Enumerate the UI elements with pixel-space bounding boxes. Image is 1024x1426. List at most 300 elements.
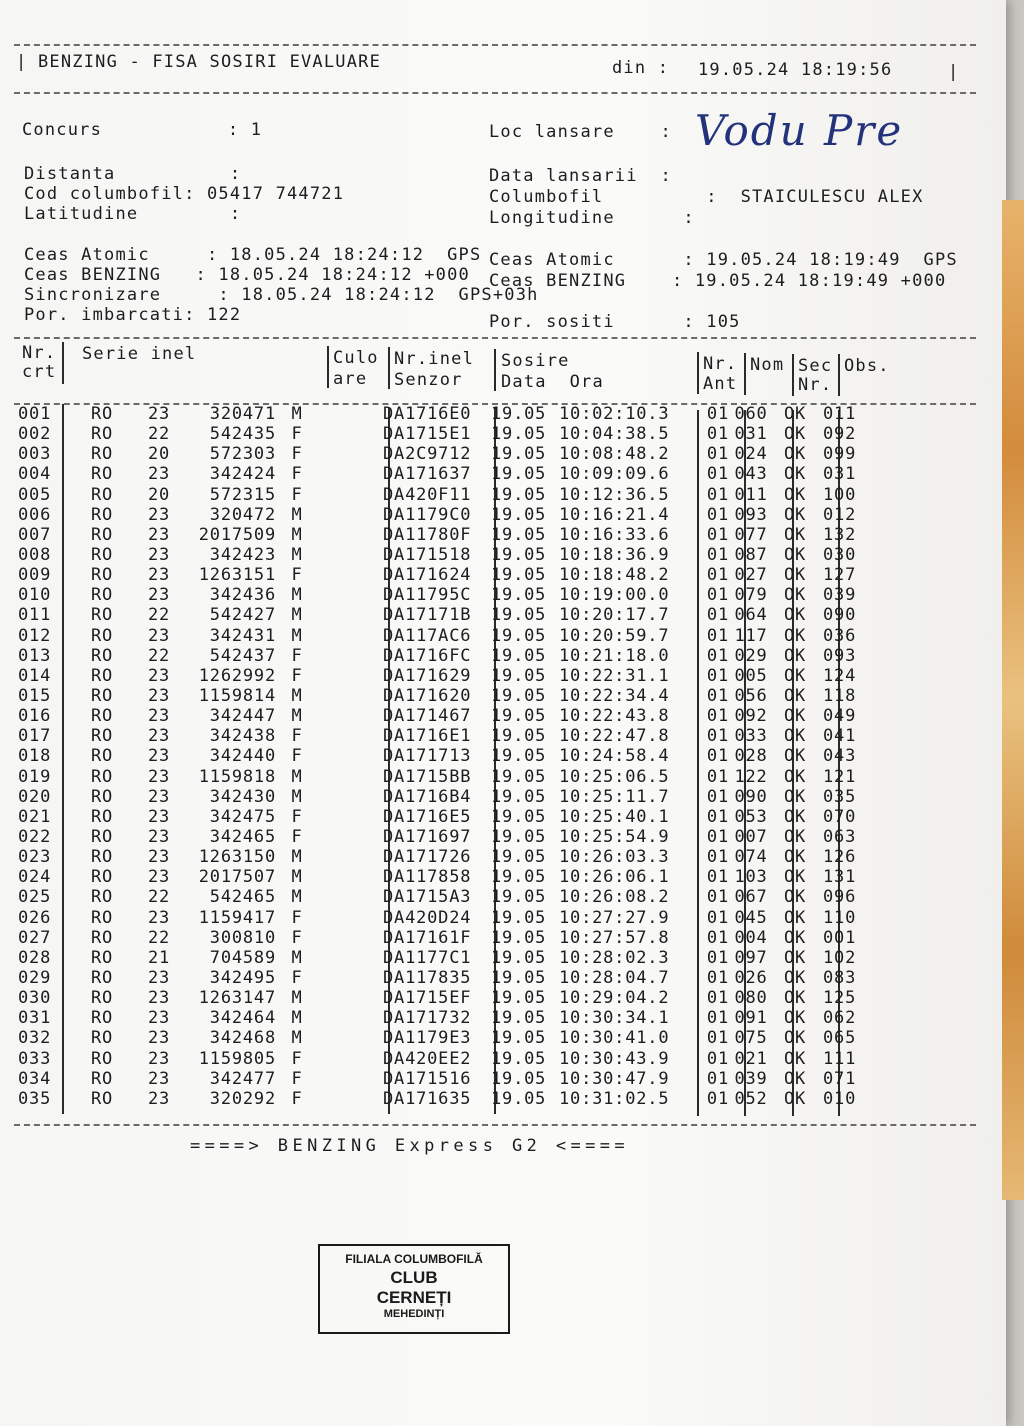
pigeon-sex: F [291,827,303,848]
ring-country: RO [90,1048,114,1069]
pigeon-color [318,485,383,505]
ring-number: 342438 [209,726,276,747]
antenna-number: 01 [706,565,729,586]
ring-year: 20 [147,484,171,505]
ring-number: 342436 [209,585,276,606]
arrival-time: 10:22:47.8 [559,726,670,747]
ring-country: RO [90,726,114,747]
sensor-id: DA2C9712 [383,444,472,465]
observation: 049 [823,706,857,727]
arrival-time: 10:27:27.9 [559,907,670,928]
ring-year: 22 [147,645,171,666]
row-number: 034 [18,1068,52,1089]
observation: 041 [823,726,857,747]
observation: 100 [823,484,857,505]
ring-country: RO [90,1068,114,1089]
ring-year: 23 [147,867,171,888]
por-sositi-line: Por. sositi : 105 [489,312,741,332]
ring-number: 2017507 [198,867,276,888]
observation: 011 [823,404,857,425]
security-status: OK [783,706,807,727]
row-number: 035 [18,1088,52,1109]
pigeon-color [318,605,383,625]
pigeon-color [318,867,383,887]
row-number: 022 [18,827,52,848]
row-number: 014 [18,665,52,686]
observation: 110 [823,907,857,928]
row-number: 033 [18,1048,52,1069]
security-status: OK [783,947,807,968]
pigeon-sex: F [291,484,303,505]
row-number: 006 [18,504,52,525]
header-bar-right: | [948,62,960,82]
pigeon-sex: F [291,424,303,445]
security-status: OK [783,988,807,1009]
row-number: 013 [18,645,52,666]
arrival-time: 10:22:34.4 [559,686,670,707]
ring-number: 1159805 [198,1048,276,1069]
ring-year: 23 [147,404,171,425]
ring-country: RO [90,968,114,988]
antenna-number: 01 [706,806,729,827]
security-status: OK [783,786,807,807]
arrival-time: 10:30:34.1 [559,1008,670,1029]
ring-number: 542437 [209,645,276,666]
pigeon-sex: F [291,665,303,686]
sensor-id: DA171624 [383,565,472,586]
ring-number: 2017509 [198,524,276,545]
pigeon-color [318,404,383,424]
antenna-number: 01 [706,524,729,545]
ring-country: RO [90,1028,114,1049]
ring-country: RO [90,988,114,1009]
pigeon-color [318,827,383,847]
nomination-number: 033 [734,726,768,747]
sensor-id: DA1715EF [383,988,472,1009]
sensor-id: DA171516 [383,1068,472,1089]
observation: 118 [823,686,857,707]
arrival-date: 19.05 [491,806,547,827]
arrival-time: 10:30:43.9 [559,1048,670,1069]
nomination-number: 007 [734,827,768,848]
pigeon-sex: M [291,847,303,868]
nomination-number: 075 [734,1028,768,1049]
pigeon-color [318,787,383,807]
arrival-date: 19.05 [491,1088,547,1109]
antenna-number: 01 [706,1008,729,1029]
security-status: OK [783,585,807,606]
arrival-time: 10:20:17.7 [559,605,670,626]
ring-country: RO [90,585,114,606]
antenna-number: 01 [706,746,729,767]
security-status: OK [783,484,807,505]
ring-number: 342440 [209,746,276,767]
observation: 111 [823,1048,857,1069]
col-obs: Obs. [844,356,890,376]
ring-year: 23 [147,686,171,707]
arrival-time: 10:22:31.1 [559,665,670,686]
pigeon-sex: M [291,585,303,606]
pigeon-sex: M [291,545,303,566]
antenna-number: 01 [706,1028,729,1049]
ring-number: 300810 [209,927,276,948]
arrival-time: 10:26:06.1 [559,867,670,888]
ring-number: 342477 [209,1068,276,1089]
observation: 127 [823,565,857,586]
sensor-id: DA17161F [383,927,472,948]
security-status: OK [783,404,807,425]
arrival-date: 19.05 [491,504,547,525]
nomination-number: 026 [734,968,768,988]
row-number: 025 [18,887,52,908]
antenna-number: 01 [706,1048,729,1069]
sensor-id: DA171637 [383,464,472,485]
arrival-time: 10:16:33.6 [559,524,670,545]
observation: 125 [823,988,857,1009]
arrival-time: 10:26:08.2 [559,887,670,908]
sensor-id: DA171726 [383,847,472,868]
ring-year: 23 [147,1048,171,1069]
antenna-number: 01 [706,545,729,566]
observation: 043 [823,746,857,767]
arrival-time: 10:16:21.4 [559,504,670,525]
security-status: OK [783,867,807,888]
observation: 090 [823,605,857,626]
ring-year: 23 [147,665,171,686]
security-status: OK [783,1008,807,1029]
nomination-number: 029 [734,645,768,666]
arrival-date: 19.05 [491,786,547,807]
arrival-date: 19.05 [491,645,547,666]
security-status: OK [783,927,807,948]
sensor-id: DA117858 [383,867,472,888]
ring-number: 342430 [209,786,276,807]
nomination-number: 004 [734,927,768,948]
ceas-benzing-start: Ceas BENZING : 18.05.24 18:24:12 +000 [24,265,470,285]
security-status: OK [783,444,807,465]
observation: 096 [823,887,857,908]
antenna-number: 01 [706,786,729,807]
row-number: 007 [18,524,52,545]
pigeon-sex: M [291,686,303,707]
ring-year: 23 [147,726,171,747]
ring-country: RO [90,605,114,626]
arrival-time: 10:28:02.3 [559,947,670,968]
data-lansarii-line: Data lansarii : [489,166,672,186]
ring-number: 1159417 [198,907,276,928]
ring-year: 21 [147,947,171,968]
antenna-number: 01 [706,665,729,686]
ring-country: RO [90,806,114,827]
ring-year: 23 [147,1088,171,1109]
arrival-time: 10:04:38.5 [559,424,670,445]
column-divider [388,347,390,389]
antenna-number: 01 [706,1068,729,1089]
column-divider [697,352,699,394]
pigeon-color [318,565,383,585]
column-divider [327,346,329,388]
observation: 132 [823,524,857,545]
sensor-id: DA171697 [383,827,472,848]
latitudine-line: Latitudine : [24,204,242,224]
nomination-number: 011 [734,484,768,505]
nomination-number: 074 [734,847,768,868]
arrival-date: 19.05 [491,686,547,707]
ring-number: 1263150 [198,847,276,868]
ring-country: RO [90,947,114,968]
ring-year: 23 [147,988,171,1009]
nomination-number: 103 [734,867,768,888]
security-status: OK [783,806,807,827]
sensor-id: DA1715A3 [383,887,472,908]
table-row [18,545,869,565]
table-row [18,1049,869,1069]
pigeon-color [318,1049,383,1069]
security-status: OK [783,887,807,908]
ring-year: 23 [147,504,171,525]
row-number: 018 [18,746,52,767]
arrival-time: 10:08:48.2 [559,444,670,465]
arrival-date: 19.05 [491,524,547,545]
ceas-atomic-end: Ceas Atomic : 19.05.24 18:19:49 GPS [489,250,958,270]
security-status: OK [783,504,807,525]
sensor-id: DA1179E3 [383,1028,472,1049]
sensor-id: DA171518 [383,545,472,566]
ring-number: 1262992 [198,665,276,686]
nomination-number: 043 [734,464,768,485]
row-number: 003 [18,444,52,465]
ring-number: 342423 [209,545,276,566]
row-number: 020 [18,786,52,807]
ring-country: RO [90,484,114,505]
antenna-number: 01 [706,504,729,525]
antenna-number: 01 [706,645,729,666]
ring-country: RO [90,1008,114,1029]
arrivals-table [18,404,869,1109]
antenna-number: 01 [706,947,729,968]
column-divider [62,342,64,384]
date-label: din : [612,58,670,78]
pigeon-sex: F [291,1088,303,1109]
sensor-id: DA420F11 [383,484,472,505]
col-nr-ant: Nr. [703,354,738,374]
pigeon-color [318,706,383,726]
pigeon-sex: F [291,565,303,586]
table-row [18,464,869,484]
ring-number: 572303 [209,444,276,465]
security-status: OK [783,424,807,445]
nomination-number: 093 [734,504,768,525]
ring-country: RO [90,1088,114,1109]
table-row [18,424,869,444]
nomination-number: 091 [734,1008,768,1029]
ring-country: RO [90,504,114,525]
antenna-number: 01 [706,968,729,988]
antenna-number: 01 [706,706,729,727]
table-row [18,1089,869,1109]
ring-country: RO [90,887,114,908]
table-row [18,787,869,807]
sensor-id: DA1179C0 [383,504,472,525]
arrival-date: 19.05 [491,867,547,888]
ring-number: 320292 [209,1088,276,1109]
table-row [18,525,869,545]
ring-country: RO [90,524,114,545]
table-row [18,827,869,847]
pigeon-sex: M [291,1028,303,1049]
arrival-date: 19.05 [491,665,547,686]
table-row [18,404,869,424]
background-edge [1002,200,1024,1200]
dashed-rule [14,44,976,46]
sensor-id: DA420D24 [383,907,472,928]
pigeon-sex: F [291,726,303,747]
antenna-number: 01 [706,404,729,425]
antenna-number: 01 [706,605,729,626]
col-sec: Sec [798,356,833,376]
row-number: 015 [18,686,52,707]
pigeon-sex: M [291,786,303,807]
security-status: OK [783,1068,807,1089]
pigeon-sex: M [291,887,303,908]
arrival-date: 19.05 [491,988,547,1009]
arrival-time: 10:30:47.9 [559,1068,670,1089]
antenna-number: 01 [706,424,729,445]
row-number: 017 [18,726,52,747]
ring-year: 23 [147,1028,171,1049]
observation: 012 [823,504,857,525]
pigeon-color [318,424,383,444]
observation: 010 [823,1088,857,1109]
row-number: 021 [18,806,52,827]
arrival-time: 10:25:54.9 [559,827,670,848]
pigeon-sex: M [291,706,303,727]
ring-country: RO [90,907,114,928]
observation: 063 [823,827,857,848]
ring-year: 23 [147,585,171,606]
arrival-time: 10:19:00.0 [559,585,670,606]
table-row [18,1008,869,1028]
observation: 124 [823,665,857,686]
observation: 070 [823,806,857,827]
row-number: 005 [18,484,52,505]
ring-number: 542435 [209,424,276,445]
ring-number: 1159814 [198,686,276,707]
pigeon-sex: M [291,867,303,888]
sensor-id: DA1716E5 [383,806,472,827]
ring-year: 23 [147,1008,171,1029]
security-status: OK [783,565,807,586]
row-number: 001 [18,404,52,425]
antenna-number: 01 [706,444,729,465]
arrival-date: 19.05 [491,444,547,465]
dashed-rule [14,1124,976,1126]
security-status: OK [783,968,807,988]
table-row [18,948,869,968]
col-nr-inel: Nr.inel [394,349,475,369]
ring-year: 23 [147,1068,171,1089]
antenna-number: 01 [706,726,729,747]
ring-year: 20 [147,444,171,465]
table-row [18,767,869,787]
page-title: BENZING - FISA SOSIRI EVALUARE [38,52,382,72]
ring-number: 342431 [209,625,276,646]
arrival-date: 19.05 [491,1048,547,1069]
nomination-number: 090 [734,786,768,807]
sensor-id: DA1716FC [383,645,472,666]
dashed-rule [14,337,976,339]
row-number: 008 [18,545,52,566]
pigeon-sex: M [291,605,303,626]
ring-number: 342475 [209,806,276,827]
pigeon-sex: M [291,404,303,425]
pigeon-sex: F [291,1068,303,1089]
loc-lansare-line: Loc lansare : [489,122,672,142]
ring-country: RO [90,686,114,707]
nomination-number: 027 [734,565,768,586]
row-number: 030 [18,988,52,1009]
table-row [18,908,869,928]
dashed-rule [14,92,976,94]
sensor-id: DA171635 [383,1088,472,1109]
stamp-line-4: MEHEDINȚI [383,1308,445,1320]
arrival-time: 10:27:57.8 [559,927,670,948]
arrival-date: 19.05 [491,404,547,425]
table-row [18,505,869,525]
antenna-number: 01 [706,484,729,505]
table-row [18,928,869,948]
arrival-time: 10:25:40.1 [559,806,670,827]
antenna-number: 01 [706,464,729,485]
row-number: 019 [18,766,52,787]
arrival-date: 19.05 [491,545,547,566]
pigeon-sex: M [291,766,303,787]
observation: 036 [823,625,857,646]
arrival-date: 19.05 [491,766,547,787]
col-nr-ant-2: Ant [703,374,738,394]
col-serie-inel: Serie inel [82,344,197,364]
nomination-number: 021 [734,1048,768,1069]
ring-country: RO [90,464,114,485]
antenna-number: 01 [706,766,729,787]
nomination-number: 087 [734,545,768,566]
ring-country: RO [90,706,114,727]
row-number: 012 [18,625,52,646]
arrival-date: 19.05 [491,927,547,948]
nomination-number: 117 [734,625,768,646]
table-row [18,686,869,706]
antenna-number: 01 [706,827,729,848]
ring-country: RO [90,766,114,787]
pigeon-color [318,908,383,928]
sensor-id: DA1716E1 [383,726,472,747]
security-status: OK [783,827,807,848]
col-culoare-2: are [333,369,368,389]
ring-country: RO [90,786,114,807]
security-status: OK [783,1088,807,1109]
row-number: 004 [18,464,52,485]
pigeon-color [318,1008,383,1028]
ring-country: RO [90,746,114,767]
column-divider [494,349,496,391]
handwritten-signature: Vodu Pre [695,106,904,155]
stamp-line-2: CLUB [390,1268,438,1287]
pigeon-sex: F [291,907,303,928]
ring-country: RO [90,827,114,848]
pigeon-color [318,847,383,867]
nomination-number: 052 [734,1088,768,1109]
row-number: 016 [18,706,52,727]
